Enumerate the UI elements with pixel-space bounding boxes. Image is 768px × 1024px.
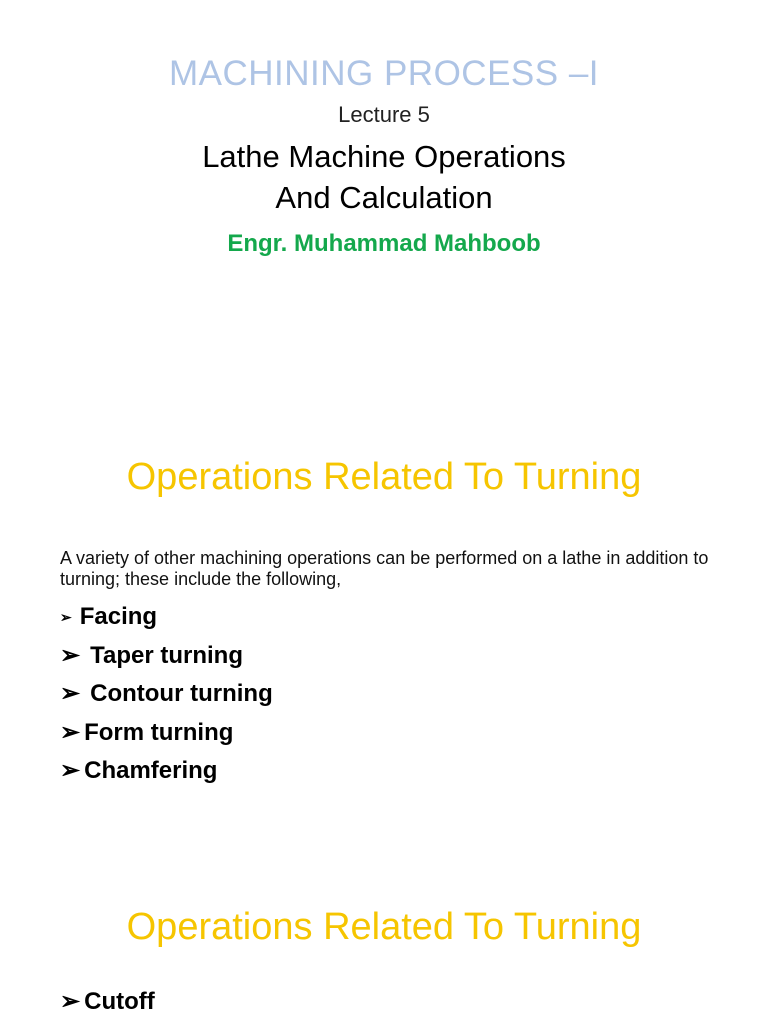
list-item — [60, 675, 273, 714]
arrowhead-bullet-icon: ➢ — [60, 609, 72, 626]
arrowhead-bullet-icon: ➢ — [60, 988, 81, 1016]
list-item — [60, 714, 273, 753]
list-item-label: Form turning — [84, 718, 234, 746]
slide-heading: Operations Related To Turning — [126, 906, 642, 948]
list-item-label: Contour turning — [90, 680, 273, 708]
arrowhead-bullet-icon: ➢ — [60, 641, 81, 669]
subtitle-line-2: And Calculation — [275, 180, 493, 215]
operations-slide-2 — [0, 850, 768, 1024]
lecture-subtitle — [0, 136, 768, 218]
list-item — [60, 983, 155, 1022]
list-item — [60, 598, 273, 637]
list-item-label: Taper turning — [90, 641, 243, 669]
operations-list — [60, 983, 155, 1022]
operations-list — [60, 598, 273, 791]
lecture-number: Lecture 5 — [338, 102, 430, 127]
list-item-label: Facing — [79, 603, 158, 631]
arrowhead-bullet-icon: ➢ — [60, 718, 81, 746]
arrowhead-bullet-icon: ➢ — [60, 757, 81, 785]
intro-paragraph: A variety of other machining operations can be performed on a lathe in addition to turning; these include the following, — [60, 548, 709, 589]
author-name: Engr. Muhammad Mahboob — [227, 230, 541, 257]
subtitle-line-1: Lathe Machine Operations — [202, 139, 566, 174]
list-item-label: Cutoff — [84, 988, 155, 1016]
operations-slide-1 — [0, 430, 768, 850]
arrowhead-bullet-icon: ➢ — [60, 680, 81, 708]
list-item — [60, 752, 273, 791]
list-item-label: Chamfering — [84, 757, 218, 785]
slide-heading: Operations Related To Turning — [126, 456, 642, 498]
title-slide — [0, 0, 768, 430]
course-title: MACHINING PROCESS –I — [168, 54, 600, 93]
list-item — [60, 637, 273, 676]
